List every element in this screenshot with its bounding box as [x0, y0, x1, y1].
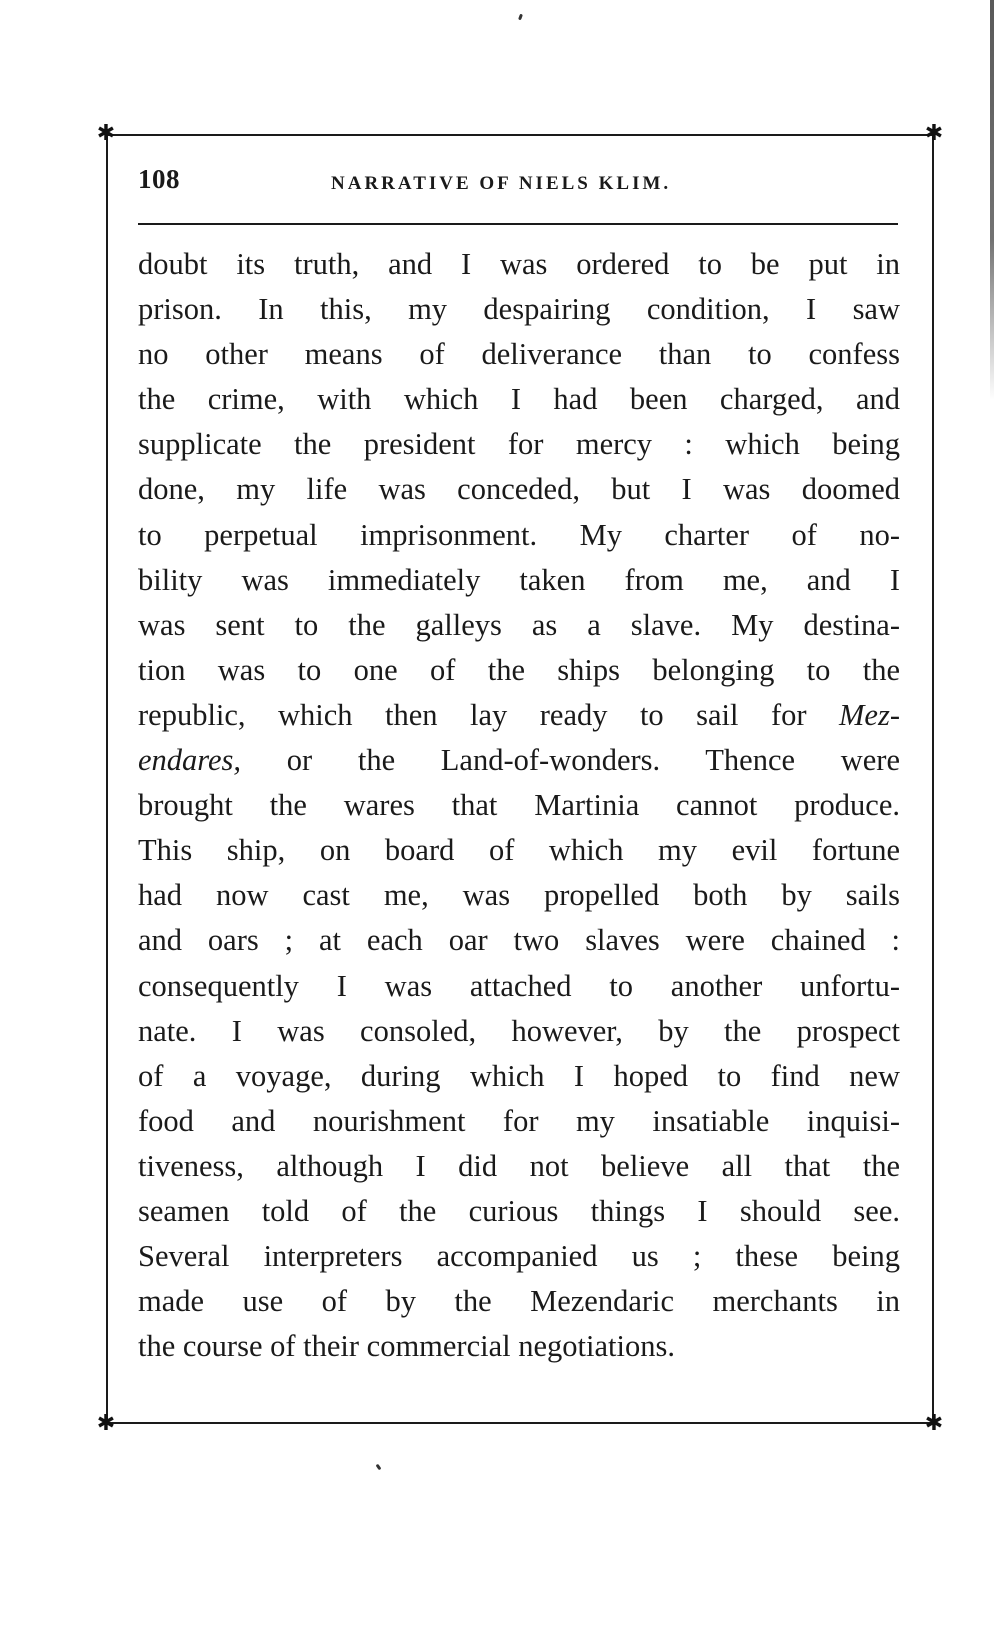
text-line: tion was to one of the ships belonging to the — [138, 652, 900, 687]
text-line: food and nourishment for my insatiable inquisi- — [138, 1103, 900, 1138]
corner-ornament-bottom-left: ✱ — [96, 1411, 116, 1436]
text-line: and oars ; at each oar two slaves were chained : — [138, 923, 900, 958]
text-line: consequently I was attached to another unfortu- — [138, 968, 900, 1003]
text-line: This ship, on board of which my evil fortune — [138, 833, 900, 868]
text-line: made use of by the Mezendaric merchants in — [138, 1284, 900, 1319]
italic-place-name: Mez- — [839, 697, 900, 732]
text-line: done, my life was conceded, but I was doomed — [138, 472, 900, 507]
text-line: tiveness, although I did not believe all that the — [138, 1148, 900, 1183]
header-rule — [138, 223, 898, 225]
text-line: had now cast me, was propelled both by sails — [138, 878, 900, 913]
text-line: was sent to the galleys as a slave. My destina- — [138, 607, 900, 642]
page-number: 108 — [138, 164, 180, 194]
text-line: to perpetual imprisonment. My charter of no- — [138, 517, 900, 552]
text-line-with-italic — [138, 693, 900, 738]
running-head: NARRATIVE OF NIELS KLIM. — [331, 173, 672, 194]
page-header — [138, 164, 898, 204]
text-line: the course of their commercial negotiations. — [138, 1329, 675, 1364]
text-fragment: republic, which then lay ready to sail for — [138, 697, 840, 732]
text-line: bility was immediately taken from me, and I — [138, 562, 900, 597]
body-text — [138, 242, 900, 1369]
text-line: seamen told of the curious things I should see. — [138, 1193, 900, 1228]
scan-speck — [376, 1464, 382, 1471]
text-line: of a voyage, during which I hoped to find new — [138, 1058, 900, 1093]
corner-ornament-top-left: ✱ — [96, 121, 116, 146]
text-line: no other means of deliverance than to confess — [138, 337, 900, 372]
corner-ornament-bottom-right: ✱ — [924, 1411, 944, 1436]
text-line: Several interpreters accompanied us ; these being — [138, 1239, 900, 1274]
scan-speck — [518, 14, 523, 21]
text-line: doubt its truth, and I was ordered to be put in — [138, 247, 900, 281]
corner-ornament-top-right: ✱ — [924, 121, 944, 146]
text-line: nate. I was consoled, however, by the prospect — [138, 1013, 900, 1048]
text-fragment: or the Land-of-wonders. Thence were — [241, 743, 900, 778]
italic-place-name: endares, — [138, 743, 242, 778]
text-line: brought the wares that Martinia cannot produce. — [138, 788, 900, 823]
text-line-with-italic — [138, 738, 900, 783]
text-line: the crime, with which I had been charged, and — [138, 382, 900, 417]
text-line: supplicate the president for mercy : which being — [138, 427, 900, 462]
text-line: prison. In this, my despairing condition, I saw — [138, 292, 900, 327]
page-edge-shadow — [990, 0, 994, 400]
